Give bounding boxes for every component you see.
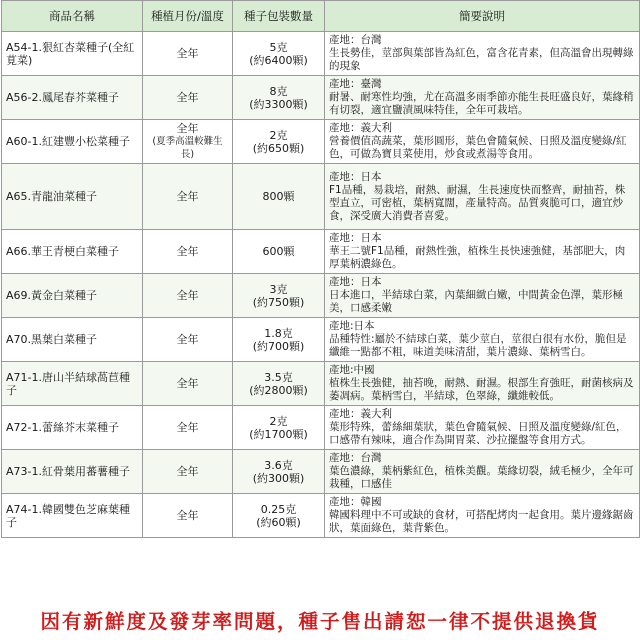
table-row: [2, 32, 640, 76]
description-cell: 產地:日本 品種特性:屬於不結球白菜，葉少莖白，莖很白很有水份，脆但是纖維一點都不粗，味道美味清甜，葉片濃綠、葉柄雪白。: [325, 318, 640, 362]
season-text: 全年: [176, 190, 199, 203]
season-text: 全年: [176, 91, 199, 104]
table-header-row: [2, 1, 640, 32]
product-name-cell: A74-1.韓國雙色芝麻葉種子: [2, 494, 143, 538]
header-season: 種植月份/溫度: [143, 1, 233, 32]
quantity-cell: [233, 230, 325, 274]
season-text: 全年: [176, 245, 199, 258]
season-text: 全年: [176, 333, 199, 346]
quantity-weight: 8克: [269, 84, 288, 98]
season-cell: [143, 76, 233, 120]
description-cell: 產地：臺灣 耐暑、耐寒性均強，尤在高溫多雨季節亦能生長旺盛良好，葉緣稍有切裂，適宜鹽漬風味特佳，全年可栽培。: [325, 76, 640, 120]
season-text: 全年: [176, 377, 199, 390]
season-note: (夏季高溫較難生長): [152, 136, 223, 160]
quantity-count: (約300顆): [252, 471, 305, 485]
table-row: [2, 318, 640, 362]
quantity-cell: [233, 164, 325, 230]
description-cell: 產地：台灣 葉色濃綠，葉柄紫紅色，植株美觀。葉緣切裂，絨毛極少，全年可栽種，口感佳: [325, 450, 640, 494]
quantity-weight: 3.5克: [264, 370, 293, 384]
season-cell: [143, 164, 233, 230]
product-name-cell: A73-1.紅骨葉用蕃薯種子: [2, 450, 143, 494]
description-cell: 產地：日本 日本進口，半結球白菜，內葉細緻白嫩，中間黃金色澤，葉形極美，口感柔嫩: [325, 274, 640, 318]
description-cell: 產地：台灣 生長勢佳，莖部與葉部皆為紅色，富含花青素，但高溫會出現轉綠的現象: [325, 32, 640, 76]
quantity-weight: 2克: [269, 128, 288, 142]
quantity-cell: [233, 362, 325, 406]
season-text: 全年: [176, 465, 199, 478]
header-product-name: 商品名稱: [2, 1, 143, 32]
quantity-count: (約650顆): [252, 141, 305, 155]
product-name-cell: A60-1.紅建豐小松菜種子: [2, 120, 143, 164]
quantity-weight: 800顆: [262, 190, 295, 203]
season-cell: [143, 120, 233, 164]
description-cell: 產地：韓國 韓國料理中不可或缺的食材，可搭配烤肉一起食用。葉片邊緣鋸齒狀，葉面綠色，葉背紫色。: [325, 494, 640, 538]
quantity-weight: 2克: [269, 414, 288, 428]
quantity-count: (約1700顆): [249, 427, 308, 441]
table-row: [2, 164, 640, 230]
header-quantity: 種子包裝數量: [233, 1, 325, 32]
season-cell: [143, 450, 233, 494]
quantity-weight: 3.6克: [264, 458, 293, 472]
season-cell: [143, 362, 233, 406]
description-cell: 產地：義大利 葉形特殊，蕾絲細葉狀，葉色會隨氣候、日照及溫度變綠/紅色，口感帶有辣味，適合作為開胃菜、沙拉擺盤等食用方式。: [325, 406, 640, 450]
season-cell: [143, 494, 233, 538]
quantity-cell: [233, 318, 325, 362]
description-cell: 產地：義大利 營養價值高蔬菜，葉形圓形，葉色會隨氣候、日照及溫度變綠/紅色，可做為寶貝菜使用，炒食或煮湯等食用。: [325, 120, 640, 164]
season-text: 全年: [176, 47, 199, 60]
quantity-count: (約2800顆): [249, 383, 308, 397]
table-row: [2, 230, 640, 274]
quantity-weight: 5克: [269, 40, 288, 54]
quantity-cell: [233, 76, 325, 120]
season-text: 全年: [176, 122, 199, 135]
quantity-weight: 0.25克: [260, 502, 297, 516]
table-row: [2, 274, 640, 318]
quantity-weight: 1.8克: [264, 326, 293, 340]
table-row: [2, 120, 640, 164]
quantity-count: (約3300顆): [249, 97, 308, 111]
quantity-weight: 3克: [269, 282, 288, 296]
quantity-cell: [233, 120, 325, 164]
season-cell: [143, 406, 233, 450]
quantity-cell: [233, 450, 325, 494]
product-name-cell: A71-1.唐山半結球萵苣種子: [2, 362, 143, 406]
header-description: 簡要說明: [325, 1, 640, 32]
table-row: [2, 450, 640, 494]
quantity-count: (約700顆): [252, 339, 305, 353]
quantity-count: (約750顆): [252, 295, 305, 309]
product-name-cell: A70.黑葉白菜種子: [2, 318, 143, 362]
season-cell: [143, 274, 233, 318]
season-cell: [143, 230, 233, 274]
table-row: [2, 494, 640, 538]
quantity-cell: [233, 494, 325, 538]
quantity-count: (約60顆): [256, 515, 301, 529]
season-cell: [143, 32, 233, 76]
product-name-cell: A56-2.鳳尾春芥菜種子: [2, 76, 143, 120]
product-name-cell: A69.黃金白菜種子: [2, 274, 143, 318]
product-name-cell: A65.青龍油菜種子: [2, 164, 143, 230]
season-text: 全年: [176, 421, 199, 434]
season-text: 全年: [176, 289, 199, 302]
quantity-cell: [233, 274, 325, 318]
quantity-cell: [233, 406, 325, 450]
table-row: [2, 362, 640, 406]
season-cell: [143, 318, 233, 362]
table-body: [2, 32, 640, 538]
no-return-notice: 因有新鮮度及發芽率問題，種子售出請恕一律不提供退換貨: [40, 610, 600, 633]
table-row: [2, 76, 640, 120]
table-row: [2, 406, 640, 450]
quantity-count: (約6400顆): [249, 53, 308, 67]
product-name-cell: A66.華王青梗白菜種子: [2, 230, 143, 274]
description-cell: 產地:中國 植株生長強健，抽苔晚，耐熱、耐濕。根部生育強旺，耐菌核病及萎凋病。葉柄雪白，半結球，色翠綠，纖維較低。: [325, 362, 640, 406]
product-name-cell: A54-1.狠紅杏菜種子(全紅莧菜): [2, 32, 143, 76]
quantity-weight: 600顆: [262, 245, 295, 258]
season-text: 全年: [176, 509, 199, 522]
seed-table: [1, 0, 640, 538]
description-cell: 產地：日本 F1品種，易栽培，耐熱、耐濕，生長速度快而整齊，耐抽苔，株型直立，可密植，葉柄寬闊，產量特高。品質爽脆可口，適宜炒食，深受廣大消費者喜愛。: [325, 164, 640, 230]
description-cell: 產地：日本 華王二號F1品種，耐熱性強，植株生長快速強健，基部肥大，肉厚葉柄濃綠色。: [325, 230, 640, 274]
product-name-cell: A72-1.蕾絲芥末菜種子: [2, 406, 143, 450]
quantity-cell: [233, 32, 325, 76]
